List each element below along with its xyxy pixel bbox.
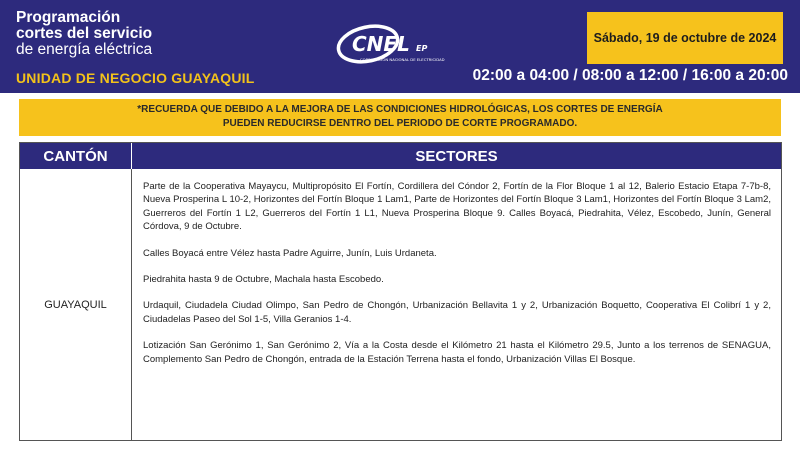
cut-schedule: 02:00 a 04:00 / 08:00 a 12:00 / 16:00 a 20:00 xyxy=(472,67,788,84)
logo-suffix: EP xyxy=(416,44,428,53)
hydrology-notice xyxy=(19,99,781,136)
program-title-line3: de energía eléctrica xyxy=(16,41,153,58)
cnel-logo xyxy=(330,14,460,74)
sector-paragraph: Urdaquil, Ciudadela Ciudad Olimpo, San Pedro de Chongón, Urbanización Bellavita 1 y 2, Urbanización Boquetto, Cooperativa El Colibrí 1 y 2, Ciudadelas Paseo del Sol 1-5, Villa Geranios 1-4. xyxy=(143,300,771,325)
program-title xyxy=(16,10,186,58)
column-header-sectores: SECTORES xyxy=(415,147,498,165)
program-title-line2: cortes del servicio xyxy=(16,25,153,42)
sector-paragraph: Parte de la Cooperativa Mayaycu, Multipropósito El Fortín, Cordillera del Cóndor 2, Fortín de la Flor Bloque 1 al 12, Balerio Estacio Etapa 7-7b-8, Nueva Prosperina L 10-2, Horizontes del Fortín Bloque 1 Lam1, Parte de Horizontes del Fortín Bloque 3 Lam1, Horizontes del Fortín Bloque 3 Lam2, Guerreros del Fortín 1 L2, Guerreros del Fortín 1 L1, Nueva Prosperina Bloque 9. Calles Boyacá, Piedrahita, Vélez, Escobedo, Junín, General Córdova, 9 de Octubre. xyxy=(143,181,771,233)
logo-wordmark: CNEL xyxy=(352,32,410,56)
notice-line1: *RECUERDA QUE DEBIDO A LA MEJORA DE LAS CONDICIONES HIDROLÓGICAS, LOS CORTES DE ENERGÍA xyxy=(137,104,663,115)
outage-table xyxy=(19,142,782,441)
date-badge xyxy=(587,12,783,64)
canton-cell: GUAYAQUIL xyxy=(44,298,107,311)
header-banner xyxy=(0,0,800,93)
column-header-canton: CANTÓN xyxy=(20,143,132,169)
program-title-line1: Programación xyxy=(16,9,121,26)
table-header-row xyxy=(20,143,781,169)
sector-paragraph: Calles Boyacá entre Vélez hasta Padre Aguirre, Junín, Luis Urdaneta. xyxy=(143,247,437,259)
sector-paragraph: Lotización San Gerónimo 1, San Gerónimo 2, Vía a la Costa desde el Kilómetro 21 hasta el Kilómetro 29.5, Junto a los terrenos de SENAGUA, Complemento San Pedro de Chongón, entrada de la Estación Terrena hasta el fondo, Urbanización Villas El Bosque. xyxy=(143,340,771,365)
logo-subtitle: CORPORACIÓN NACIONAL DE ELECTRICIDAD xyxy=(360,57,445,62)
sector-paragraph: Piedrahita hasta 9 de Octubre, Machala hasta Escobedo. xyxy=(143,274,384,286)
notice-line2: PUEDEN REDUCIRSE DENTRO DEL PERIODO DE CORTE PROGRAMADO. xyxy=(222,118,578,129)
sectors-cell xyxy=(132,169,781,440)
business-unit-label: UNIDAD DE NEGOCIO GUAYAQUIL xyxy=(16,70,255,86)
date-text: Sábado, 19 de octubre de 2024 xyxy=(593,31,777,45)
